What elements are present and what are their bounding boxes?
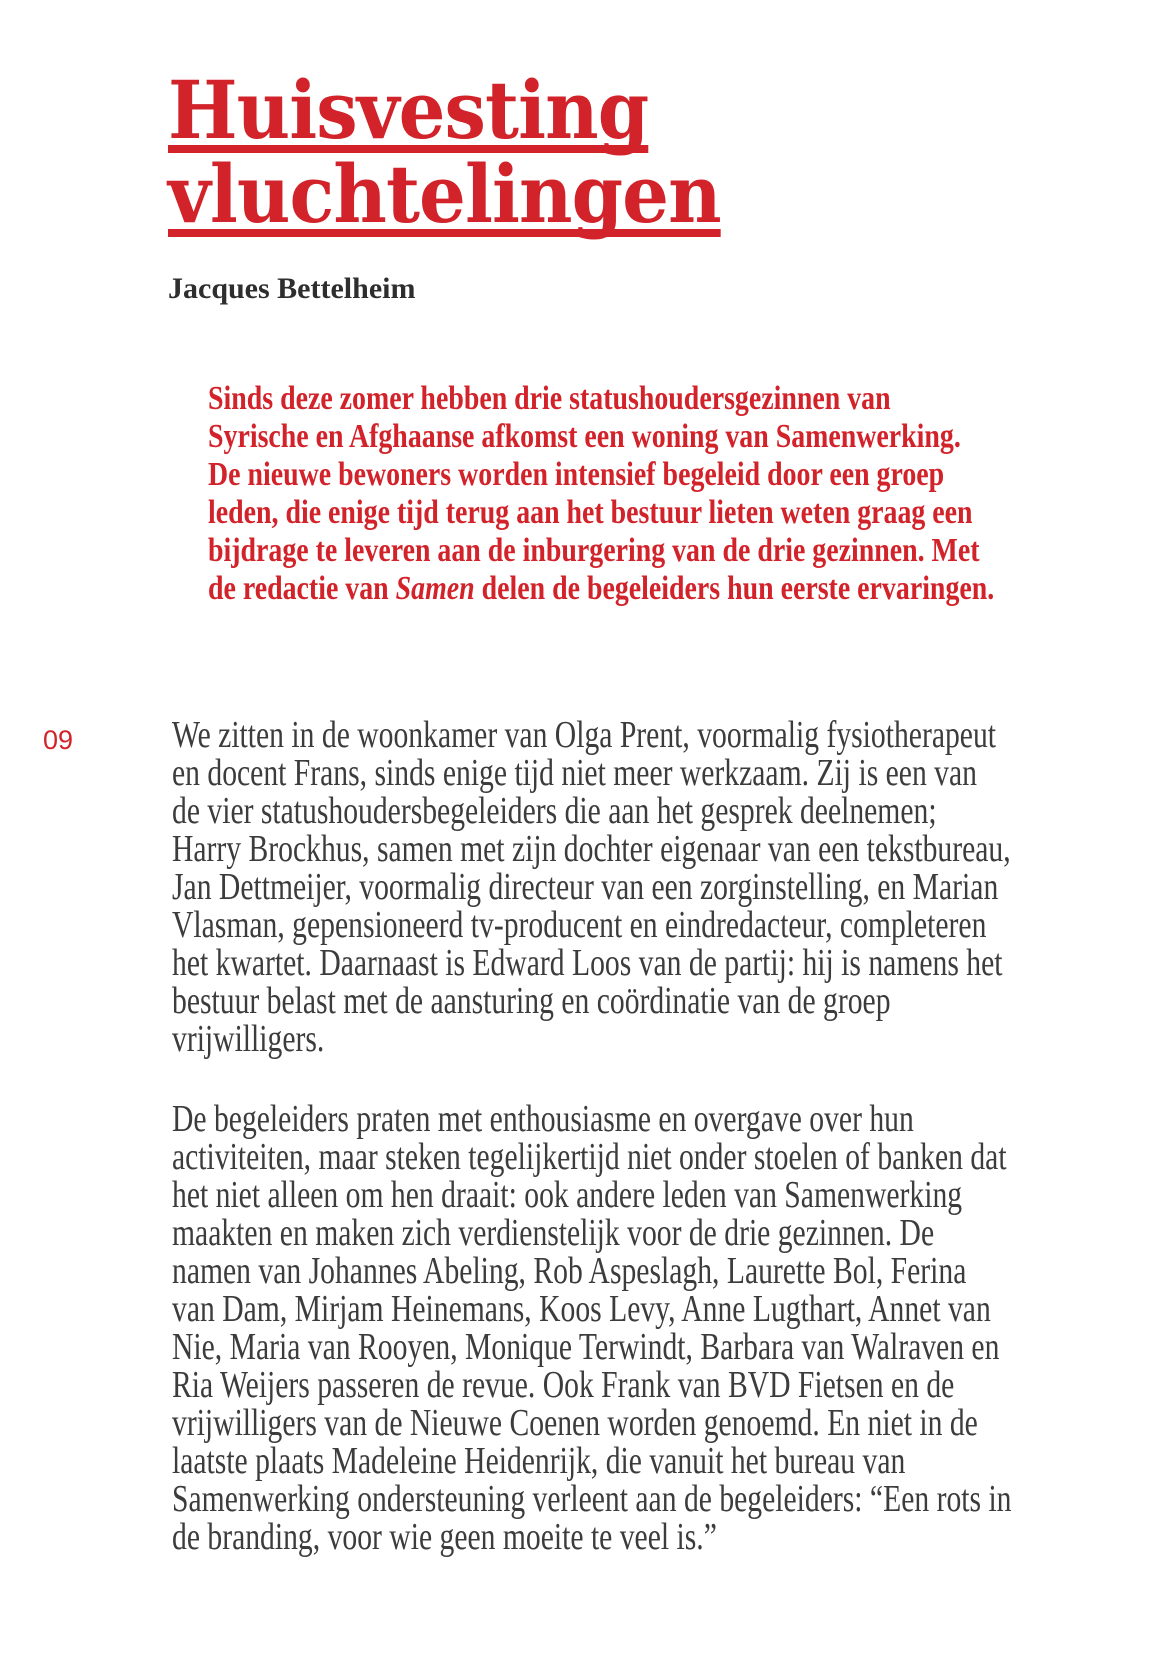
article-author: Jacques Bettelheim — [168, 272, 416, 305]
article-title-line-2: vluchtelingen — [168, 147, 721, 241]
magazine-name-italic: Samen — [395, 570, 475, 607]
intro-paragraph — [208, 380, 998, 608]
intro-text-part-1: Sinds deze zomer hebben drie statushoudersgezinnen van Syrische en Afghaanse afkomst een woning van Samenwerking. De nieuwe bewoners worden intensief begeleid door een groep leden, die enige tijd terug aan het bestuur lieten weten graag een bijdrage te leveren aan de inburgering van de drie gezinnen. Met de redactie van — [208, 380, 980, 607]
body-paragraph-1: We zitten in de woonkamer van Olga Prent, voormalig fysiotherapeut en docent Frans, sinds enige tijd niet meer werkzaam. Zij is een van de vier statushoudersbegeleiders die aan het gesprek deelnemen; Harry Brockhus, samen met zijn dochter eigenaar van een tekstbureau, Jan Dettmeijer, voormalig directeur van een zorginstelling, en Marian Vlasman, gepensioneerd tv-producent en eindredacteur, completeren het kwartet. Daarnaast is Edward Loos van de partij: hij is namens het bestuur belast met de aansturing en coördinatie van de groep vrijwilligers. — [172, 714, 1011, 1060]
article-title-line-1: Huisvesting — [168, 63, 649, 157]
page-number: 09 — [43, 725, 74, 755]
article-title — [168, 63, 721, 241]
intro-text-part-2: delen de begeleiders hun eerste ervaringen. — [474, 570, 995, 607]
body-paragraph-2: De begeleiders praten met enthousiasme en overgave over hun activiteiten, maar steken tegelijkertijd niet onder stoelen of banken dat het niet alleen om hen draait: ook andere leden van Samenwerking maakten en maken zich verdienstelijk voor de drie gezinnen. De namen van Johannes Abeling, Rob Aspeslagh, Laurette Bol, Ferina van Dam, Mirjam Heinemans, Koos Levy, Anne Lugthart, Annet van Nie, Maria van Rooyen, Monique Terwindt, Barbara van Walraven en Ria Weijers passeren de revue. Ook Frank van BVD Fietsen en de vrijwilligers van de Nieuwe Coenen worden genoemd. En niet in de laatste plaats Madeleine Heidenrijk, die vanuit het bureau van Samenwerking ondersteuning verleent aan de begeleiders: “Een rots in de branding, voor wie geen moeite te veel is.” — [172, 1098, 1012, 1558]
article-body — [172, 716, 1012, 1556]
intro-block — [208, 380, 998, 608]
article-body-copy — [172, 716, 1012, 1556]
